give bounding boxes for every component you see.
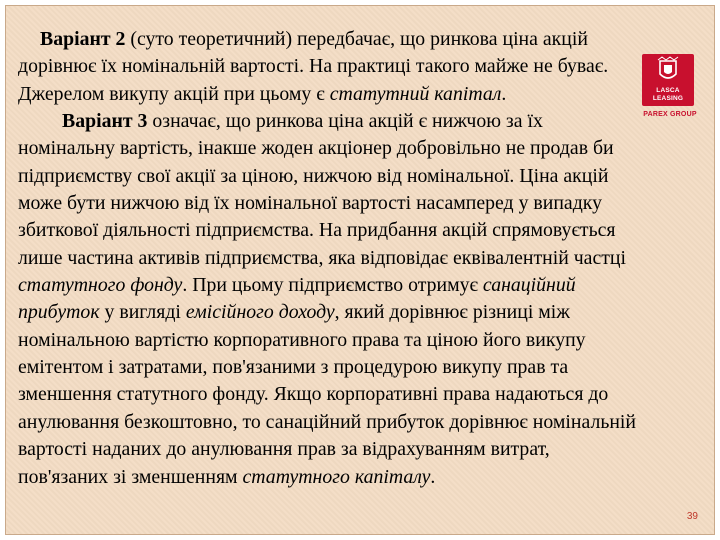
logo-text-line2: LEASING	[652, 95, 684, 102]
slide	[5, 5, 715, 535]
paragraph-text: у вигляді	[99, 301, 186, 324]
paragraph	[18, 26, 643, 108]
paragraph-text: означає, що ринкова ціна акцій є нижчою за їх номінальну вартість, інакше жоден акціонер добровільно не продав би підприємству свої акції за ціною, нижчою від номінальної. Ціна акцій може бути нижчою від їх номінальної вартості насамперед у випадку збиткової діяльності підприємства. На придбання акцій спрямовується лише частина активів підприємства, яка відповідає еквівалентній частці	[18, 110, 626, 269]
page-number: 39	[686, 511, 698, 522]
lasca-leasing-logo	[642, 54, 694, 106]
paragraph-text: , який дорівнює різниці між номінальною вартістю корпоративного права та ціною його викупу емітентом і затратами, пов'язаними з процедурою викупу прав та зменшення статутного фонду. Якщо корпоративні права надаються до анулювання безкоштовно, то санаційний прибуток дорівнює номінальній вартості наданих до анулювання прав за відрахуванням витрат, пов'язаних зі зменшенням	[18, 301, 637, 488]
term-emphasis: санаційний прибуток	[18, 274, 576, 324]
term-emphasis: емісійного доходу	[185, 301, 335, 324]
paragraph	[18, 108, 643, 491]
body-text	[18, 26, 643, 491]
paragraph-text: .	[430, 465, 436, 488]
partner-label: PAREX GROUP	[643, 111, 697, 118]
term-emphasis: статутного фонду	[18, 274, 183, 297]
paragraph-text: . При цьому підприємство отримує	[182, 274, 483, 297]
paragraph-text: (суто теоретичний) передбачає, що ринкова ціна акцій дорівнює їх номінальній вартості. На практиці такого майже не буває. Джерелом викупу акцій при цьому є	[18, 28, 609, 105]
term-emphasis: статутного капіталу	[242, 465, 431, 488]
term-emphasis: статутний капітал	[329, 82, 502, 105]
variant-heading: Варіант 3	[62, 110, 153, 133]
variant-heading: Варіант 2	[40, 28, 131, 50]
logo-text-line1: LASCA	[656, 87, 680, 94]
paragraph-text: .	[501, 82, 507, 105]
